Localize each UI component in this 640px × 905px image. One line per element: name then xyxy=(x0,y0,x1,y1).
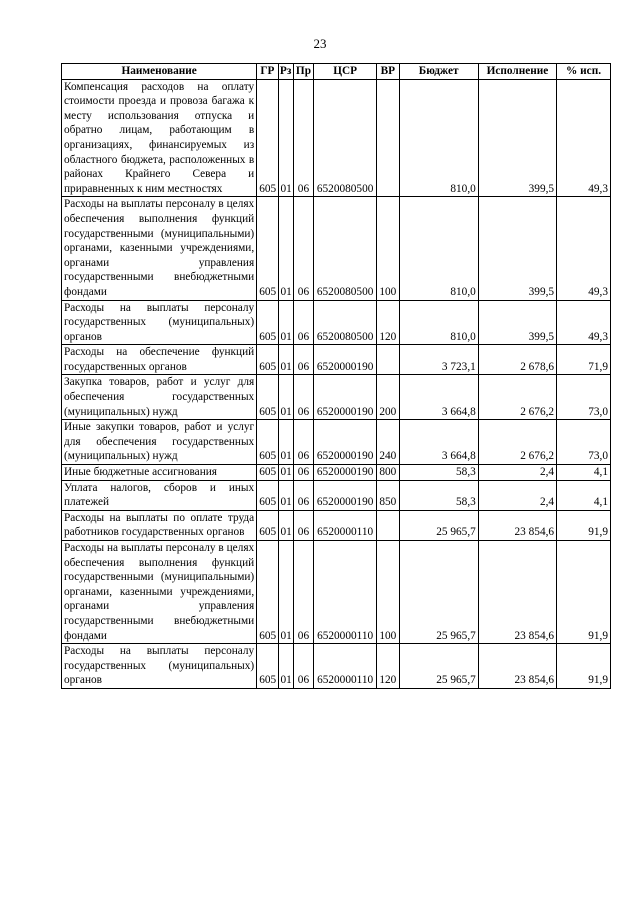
cell-budget: 3 664,8 xyxy=(399,420,478,465)
cell-pct: 71,9 xyxy=(557,345,611,375)
cell-vr: 800 xyxy=(377,465,399,481)
header-pct: % исп. xyxy=(557,64,611,80)
cell-execution: 23 854,6 xyxy=(478,510,556,540)
cell-rz: 01 xyxy=(278,79,293,197)
cell-pr: 06 xyxy=(293,465,313,481)
cell-csr: 6520000110 xyxy=(314,541,377,644)
cell-pct: 49,3 xyxy=(557,300,611,345)
cell-budget: 58,3 xyxy=(399,480,478,510)
cell-gr: 605 xyxy=(257,465,278,481)
cell-gr: 605 xyxy=(257,375,278,420)
cell-rz: 01 xyxy=(278,197,293,300)
cell-budget: 810,0 xyxy=(399,300,478,345)
cell-pct: 73,0 xyxy=(557,375,611,420)
budget-table xyxy=(61,63,611,689)
cell-vr: 200 xyxy=(377,375,399,420)
cell-csr: 6520080500 xyxy=(314,197,377,300)
cell-execution: 2 678,6 xyxy=(478,345,556,375)
cell-pct: 91,9 xyxy=(557,510,611,540)
cell-rz: 01 xyxy=(278,644,293,689)
cell-gr: 605 xyxy=(257,510,278,540)
cell-name: Расходы на выплаты персоналу в целях обеспечения выполнения функций государственными (муниципальными) органами, казенными учреждениями, органами управления государственными внебюджетными фондами xyxy=(62,197,257,300)
cell-gr: 605 xyxy=(257,79,278,197)
cell-csr: 6520000110 xyxy=(314,644,377,689)
cell-rz: 01 xyxy=(278,480,293,510)
cell-csr: 6520000110 xyxy=(314,510,377,540)
page-number: 23 xyxy=(313,36,327,51)
cell-pct: 73,0 xyxy=(557,420,611,465)
cell-name: Закупка товаров, работ и услуг для обеспечения государственных (муниципальных) нужд xyxy=(62,375,257,420)
header-budget: Бюджет xyxy=(399,64,478,80)
cell-pct: 91,9 xyxy=(557,644,611,689)
table-row xyxy=(62,420,611,465)
header-rz: Рз xyxy=(278,64,293,80)
cell-name: Расходы на выплаты персоналу в целях обеспечения выполнения функций государственными (муниципальными) органами, казенными учреждениями, органами управления государственными внебюджетными фондами xyxy=(62,541,257,644)
cell-name: Иные закупки товаров, работ и услуг для обеспечения государственных (муниципальных) нужд xyxy=(62,420,257,465)
cell-budget: 810,0 xyxy=(399,197,478,300)
header-pr: Пр xyxy=(293,64,313,80)
cell-execution: 399,5 xyxy=(478,300,556,345)
cell-vr xyxy=(377,510,399,540)
cell-execution: 2 676,2 xyxy=(478,420,556,465)
cell-vr: 120 xyxy=(377,644,399,689)
cell-gr: 605 xyxy=(257,300,278,345)
cell-vr: 120 xyxy=(377,300,399,345)
table-row xyxy=(62,541,611,644)
cell-rz: 01 xyxy=(278,465,293,481)
cell-pr: 06 xyxy=(293,197,313,300)
cell-rz: 01 xyxy=(278,300,293,345)
cell-csr: 6520000190 xyxy=(314,375,377,420)
table-row xyxy=(62,79,611,197)
table-row xyxy=(62,465,611,481)
cell-csr: 6520000190 xyxy=(314,465,377,481)
cell-execution: 399,5 xyxy=(478,79,556,197)
header-execution: Исполнение xyxy=(478,64,556,80)
cell-execution: 23 854,6 xyxy=(478,541,556,644)
cell-vr: 100 xyxy=(377,197,399,300)
cell-budget: 25 965,7 xyxy=(399,541,478,644)
cell-pr: 06 xyxy=(293,541,313,644)
cell-name: Расходы на выплаты по оплате труда работников государственных органов xyxy=(62,510,257,540)
cell-gr: 605 xyxy=(257,420,278,465)
cell-name: Иные бюджетные ассигнования xyxy=(62,465,257,481)
cell-gr: 605 xyxy=(257,197,278,300)
cell-vr xyxy=(377,79,399,197)
header-gr: ГР xyxy=(257,64,278,80)
cell-csr: 6520000190 xyxy=(314,345,377,375)
cell-execution: 399,5 xyxy=(478,197,556,300)
cell-vr: 850 xyxy=(377,480,399,510)
cell-pr: 06 xyxy=(293,79,313,197)
cell-vr: 240 xyxy=(377,420,399,465)
cell-rz: 01 xyxy=(278,510,293,540)
table-row xyxy=(62,510,611,540)
cell-pr: 06 xyxy=(293,300,313,345)
cell-rz: 01 xyxy=(278,541,293,644)
cell-pr: 06 xyxy=(293,345,313,375)
cell-vr xyxy=(377,345,399,375)
table-row xyxy=(62,345,611,375)
cell-csr: 6520000190 xyxy=(314,420,377,465)
table-row xyxy=(62,300,611,345)
header-csr: ЦСР xyxy=(314,64,377,80)
cell-rz: 01 xyxy=(278,375,293,420)
cell-name: Расходы на выплаты персоналу государственных (муниципальных) органов xyxy=(62,644,257,689)
cell-pct: 91,9 xyxy=(557,541,611,644)
cell-pr: 06 xyxy=(293,480,313,510)
cell-execution: 2 676,2 xyxy=(478,375,556,420)
cell-pr: 06 xyxy=(293,510,313,540)
cell-name: Расходы на выплаты персоналу государственных (муниципальных) органов xyxy=(62,300,257,345)
cell-gr: 605 xyxy=(257,480,278,510)
cell-name: Расходы на обеспечение функций государственных органов xyxy=(62,345,257,375)
cell-gr: 605 xyxy=(257,644,278,689)
cell-pct: 49,3 xyxy=(557,79,611,197)
cell-rz: 01 xyxy=(278,345,293,375)
cell-execution: 2,4 xyxy=(478,480,556,510)
cell-pr: 06 xyxy=(293,420,313,465)
table-row xyxy=(62,644,611,689)
cell-gr: 605 xyxy=(257,541,278,644)
table-row xyxy=(62,197,611,300)
cell-pct: 4,1 xyxy=(557,480,611,510)
cell-pr: 06 xyxy=(293,644,313,689)
header-vr: ВР xyxy=(377,64,399,80)
cell-csr: 6520080500 xyxy=(314,79,377,197)
cell-name: Уплата налогов, сборов и иных платежей xyxy=(62,480,257,510)
cell-name: Компенсация расходов на оплату стоимости проезда и провоза багажа к месту использования отпуска и обратно лицам, работающим в организациях, финансируемых из областного бюджета, расположенных в районах Крайнего Севера и приравненных к ним местностях xyxy=(62,79,257,197)
header-name: Наименование xyxy=(62,64,257,80)
cell-csr: 6520080500 xyxy=(314,300,377,345)
cell-budget: 25 965,7 xyxy=(399,644,478,689)
cell-gr: 605 xyxy=(257,345,278,375)
table-header-row xyxy=(62,64,611,80)
cell-budget: 3 664,8 xyxy=(399,375,478,420)
cell-budget: 25 965,7 xyxy=(399,510,478,540)
cell-execution: 23 854,6 xyxy=(478,644,556,689)
cell-csr: 6520000190 xyxy=(314,480,377,510)
cell-rz: 01 xyxy=(278,420,293,465)
cell-pct: 49,3 xyxy=(557,197,611,300)
cell-budget: 810,0 xyxy=(399,79,478,197)
table-row xyxy=(62,375,611,420)
cell-pct: 4,1 xyxy=(557,465,611,481)
cell-execution: 2,4 xyxy=(478,465,556,481)
table-row xyxy=(62,480,611,510)
cell-vr: 100 xyxy=(377,541,399,644)
cell-budget: 58,3 xyxy=(399,465,478,481)
cell-budget: 3 723,1 xyxy=(399,345,478,375)
cell-pr: 06 xyxy=(293,375,313,420)
